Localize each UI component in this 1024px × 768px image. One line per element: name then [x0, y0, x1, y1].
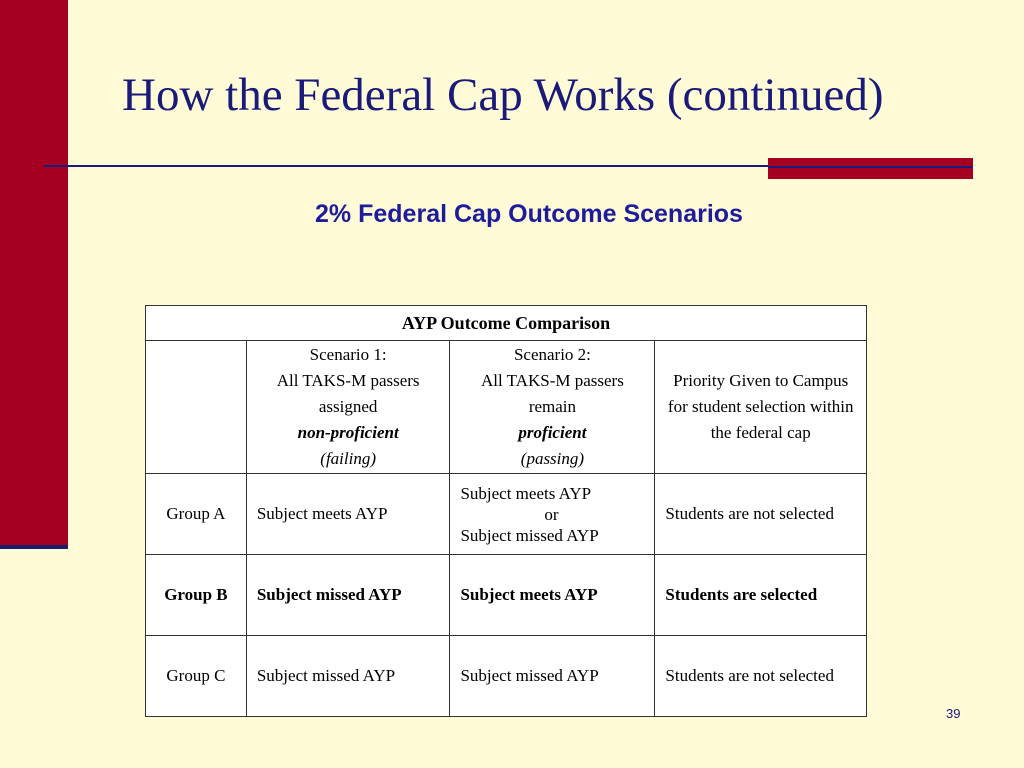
scenario-2-note: (passing) — [520, 449, 585, 468]
slide-title: How the Federal Cap Works (continued) — [122, 69, 884, 121]
scenario-1-cell: Subject meets AYP — [246, 474, 450, 555]
table-caption-row — [146, 306, 867, 341]
scenario-1-desc-line1: All TAKS-M passers — [276, 371, 420, 390]
page-number: 39 — [946, 706, 961, 721]
scenario-2-desc-line1: All TAKS-M passers — [481, 371, 624, 390]
slide-subtitle: 2% Federal Cap Outcome Scenarios — [315, 200, 743, 228]
scenario-1-cell: Subject missed AYP — [246, 636, 450, 717]
header-scenario-2 — [450, 341, 655, 474]
scenario-1-label: Scenario 1: — [309, 345, 387, 364]
table-row — [146, 636, 867, 717]
group-label: Group B — [146, 555, 247, 636]
scenario-2-cell — [450, 474, 655, 555]
scenario-2-status: proficient — [518, 423, 587, 442]
table-header-row — [146, 341, 867, 474]
title-accent-bar-lower — [768, 168, 973, 179]
priority-cell: Students are selected — [655, 555, 867, 636]
header-scenario-1 — [246, 341, 450, 474]
scenario-1-note: (failing) — [320, 449, 376, 468]
priority-cell: Students are not selected — [655, 636, 867, 717]
scenario-1-status: non-proficient — [297, 423, 399, 442]
priority-cell: Students are not selected — [655, 474, 867, 555]
scenario-2-cell: Subject meets AYP — [450, 555, 655, 636]
scenario-2-line: Subject missed AYP — [460, 525, 599, 545]
title-accent-bar — [768, 158, 973, 166]
scenario-1-cell: Subject missed AYP — [246, 555, 450, 636]
scenario-1-desc-line2: assigned — [318, 397, 378, 416]
scenario-2-or: or — [544, 504, 559, 524]
scenario-2-cell: Subject missed AYP — [450, 636, 655, 717]
table-row — [146, 474, 867, 555]
left-accent-underline — [0, 545, 68, 549]
scenario-2-line: Subject meets AYP — [460, 483, 592, 503]
left-accent-bar — [0, 0, 68, 545]
group-label: Group A — [146, 474, 247, 555]
table-row — [146, 555, 867, 636]
table-caption: AYP Outcome Comparison — [146, 306, 867, 341]
title-divider — [44, 165, 774, 167]
scenario-2-desc-line2: remain — [528, 397, 577, 416]
header-empty-cell — [146, 341, 247, 474]
ayp-comparison-table — [145, 305, 867, 717]
group-label: Group C — [146, 636, 247, 717]
scenario-2-label: Scenario 2: — [513, 345, 591, 364]
header-priority: Priority Given to Campus for student selection within the federal cap — [655, 341, 867, 474]
